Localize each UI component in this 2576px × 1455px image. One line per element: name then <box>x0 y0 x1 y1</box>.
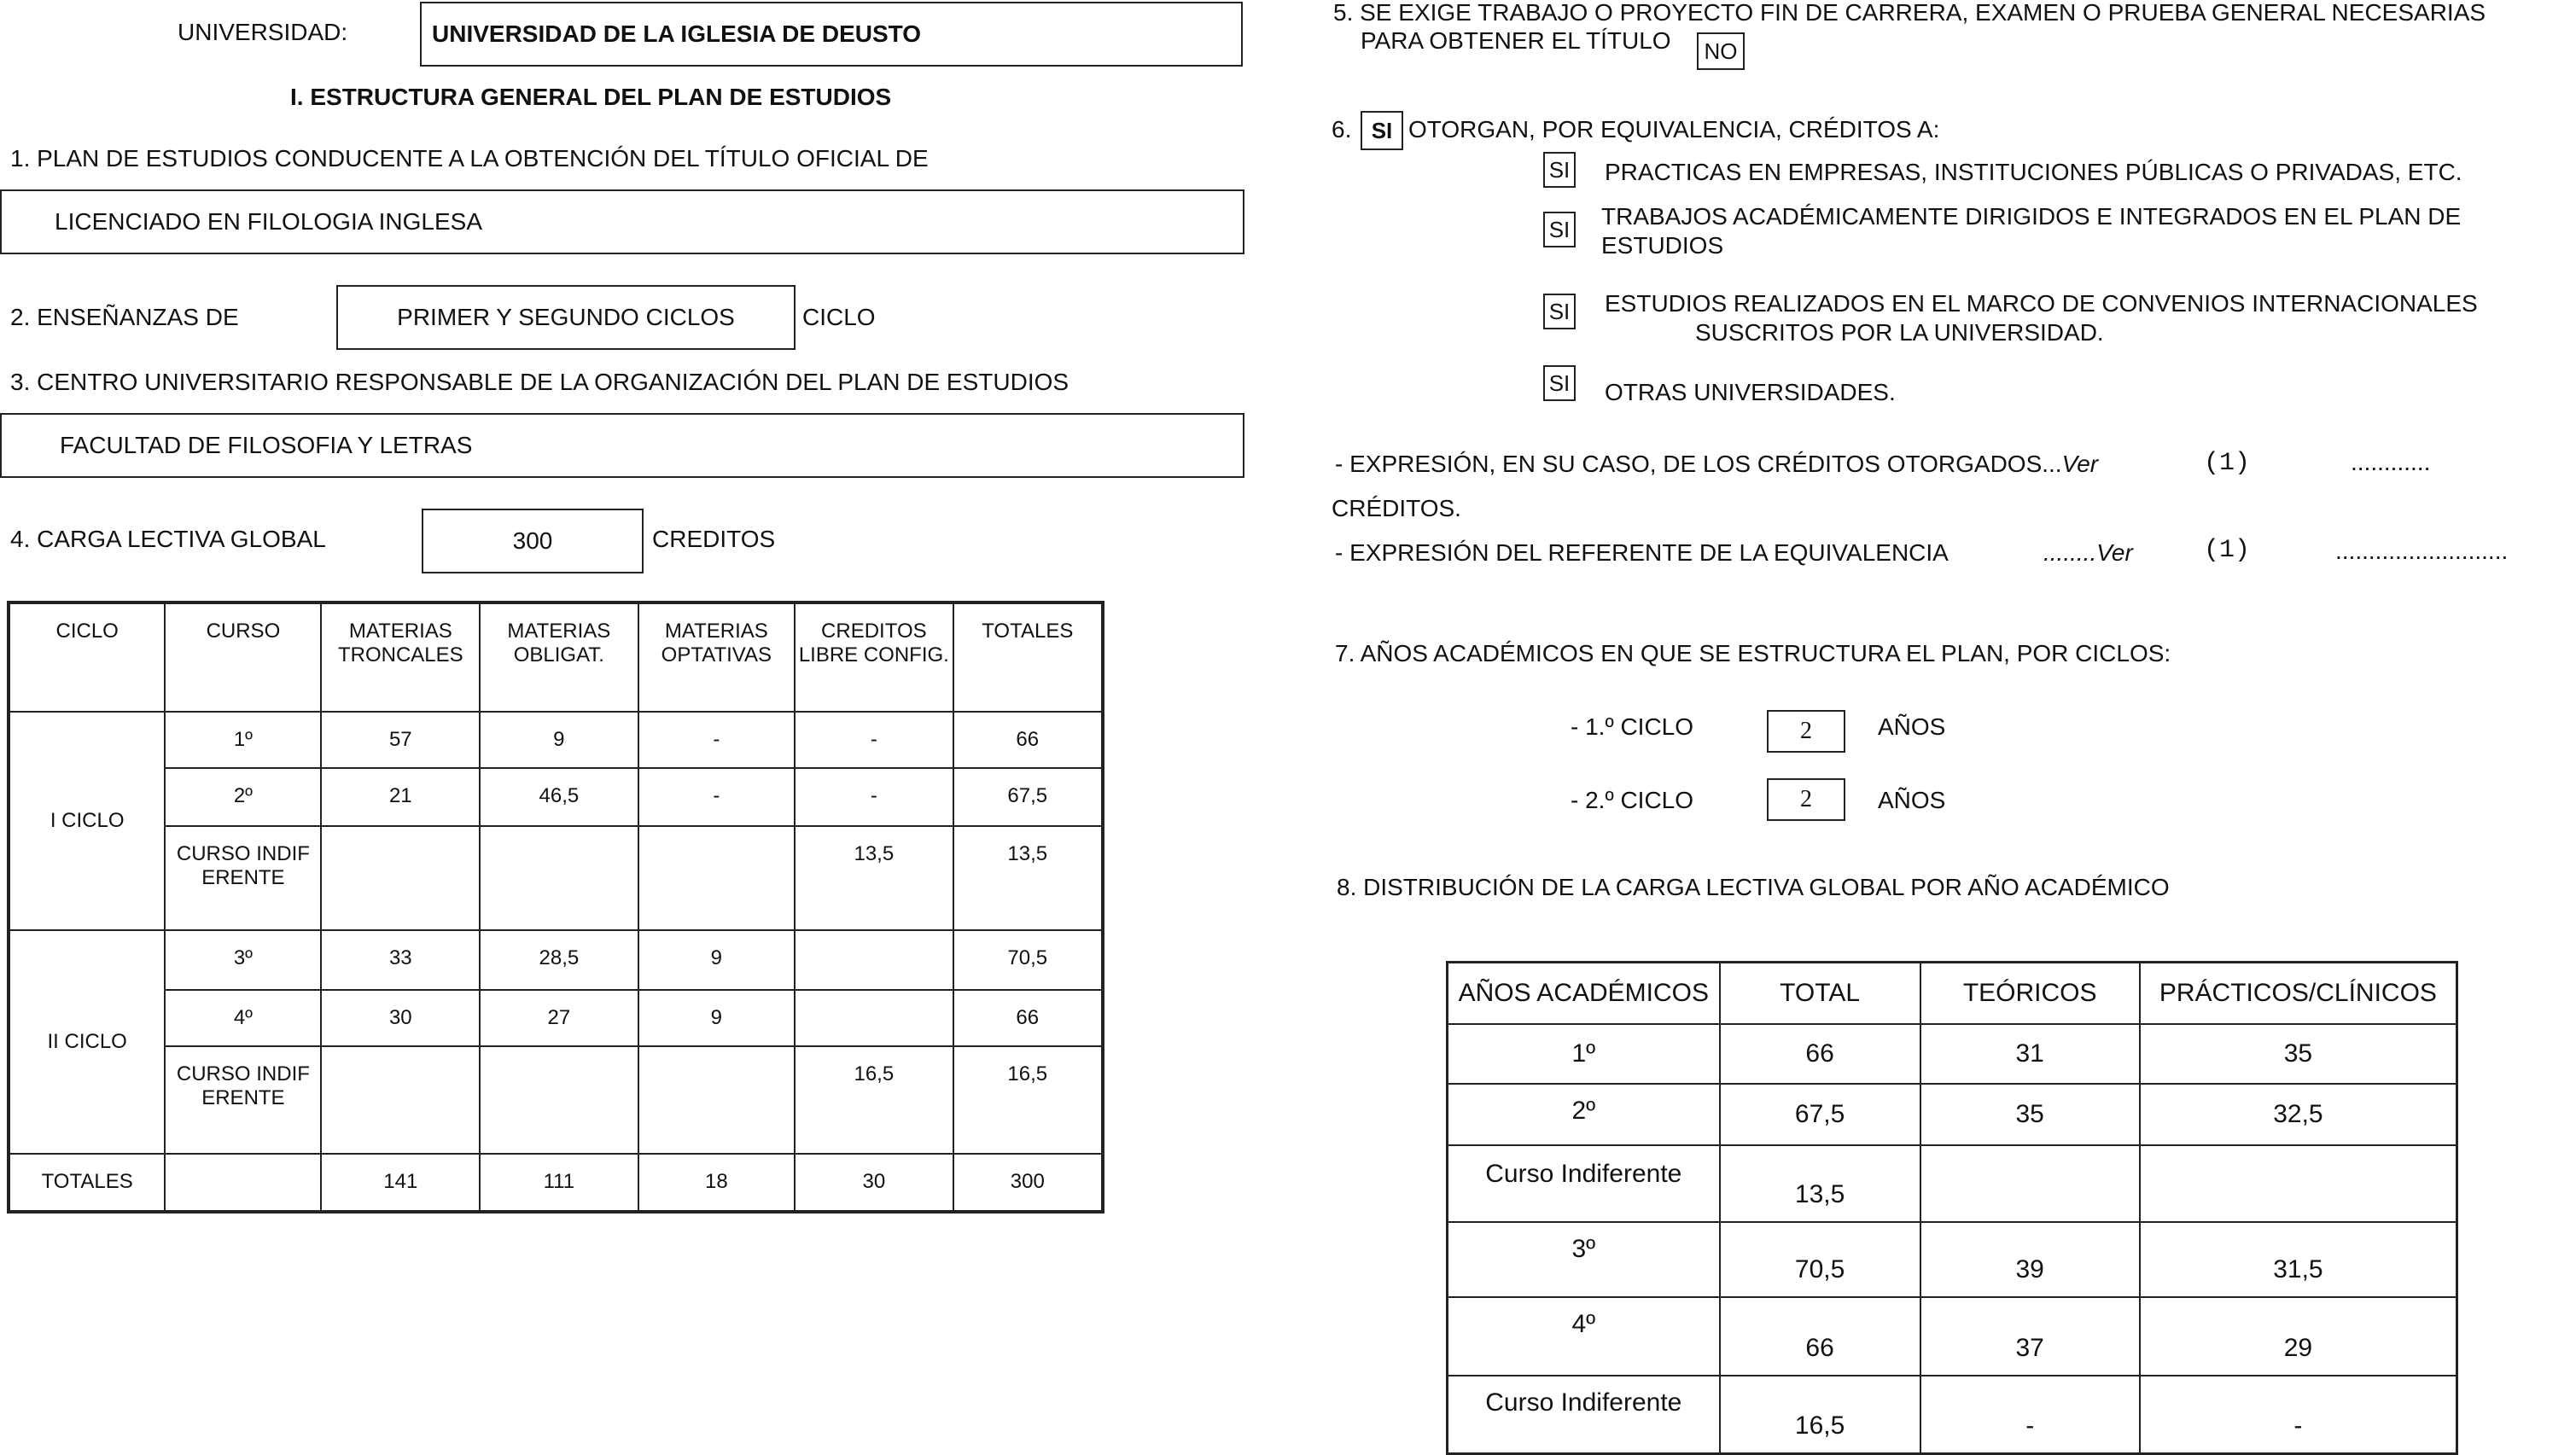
table-cell: 111 <box>480 1154 638 1212</box>
s1-field <box>0 189 1244 254</box>
table-cell: - <box>795 712 953 768</box>
table-cell: 37 <box>1920 1297 2140 1376</box>
table-cell: 18 <box>638 1154 796 1212</box>
s5-answer: NO <box>1704 38 1738 64</box>
table-row <box>1448 1297 2457 1376</box>
s7-c1-box <box>1767 710 1845 753</box>
header-cell: CURSO <box>165 602 321 712</box>
curso-cell: CURSO INDIFERENTE <box>165 826 321 930</box>
table-cell: 13,5 <box>953 826 1103 930</box>
totals-label: TOTALES <box>9 1154 165 1212</box>
table-cell: 3º <box>1448 1222 1720 1297</box>
universidad-field <box>420 2 1243 67</box>
s6-item1-text: PRACTICAS EN EMPRESAS, INSTITUCIONES PÚBLICAS O PRIVADAS, ETC. <box>1605 159 2462 185</box>
s6-item4-text: OTRAS UNIVERSIDADES. <box>1605 379 1896 405</box>
table-row <box>9 990 1103 1046</box>
table-cell: 9 <box>480 712 638 768</box>
s4-value: 300 <box>512 527 553 554</box>
s6-label: OTORGAN, POR EQUIVALENCIA, CRÉDITOS A: <box>1408 116 1940 143</box>
table-cell: - <box>795 768 953 826</box>
table-cell: - <box>2140 1376 2457 1454</box>
s6-expr2-ref: (1) <box>2204 536 2251 565</box>
s2-suffix: CICLO <box>802 304 876 330</box>
s7-c1-value: 2 <box>1800 718 1812 744</box>
table-cell: 29 <box>2140 1297 2457 1376</box>
s6-expr1 <box>1335 451 2098 478</box>
table-row <box>1448 1376 2457 1454</box>
table-cell: 30 <box>795 1154 953 1212</box>
curso-cell: CURSO INDIFERENTE <box>165 1046 321 1154</box>
table-cell: - <box>638 768 796 826</box>
s6-item2-mark: SI <box>1548 216 1571 242</box>
header-cell: MATERIAS OBLIGAT. <box>480 602 638 712</box>
table-cell <box>480 826 638 930</box>
s7-c2-value: 2 <box>1800 786 1812 812</box>
s1-value: LICENCIADO EN FILOLOGIA INGLESA <box>55 208 483 235</box>
header-cell: TOTAL <box>1720 963 1920 1024</box>
s6-item1-mark-box <box>1543 152 1576 188</box>
s6-item2-mark-box <box>1543 212 1576 247</box>
s2-field <box>336 285 796 350</box>
curso-cell: 1º <box>165 712 321 768</box>
s6-item4-mark-box <box>1543 365 1576 401</box>
table-cell: 28,5 <box>480 930 638 990</box>
ciclo-cell: I CICLO <box>9 712 165 930</box>
table-cell: 31,5 <box>2140 1222 2457 1297</box>
table-row <box>9 768 1103 826</box>
credits-header-row <box>9 602 1103 712</box>
table-row <box>1448 1145 2457 1222</box>
table-cell <box>638 826 796 930</box>
table-cell <box>480 1046 638 1154</box>
table-cell: 35 <box>2140 1024 2457 1084</box>
s7-c1-unit: AÑOS <box>1878 713 1946 740</box>
table-cell: Curso Indiferente <box>1448 1145 1720 1222</box>
s3-value: FACULTAD DE FILOSOFIA Y LETRAS <box>60 432 473 458</box>
s6-expr1-unit: CRÉDITOS. <box>1332 495 1461 521</box>
curso-cell: 3º <box>165 930 321 990</box>
table-cell: 35 <box>1920 1084 2140 1145</box>
table-cell: 30 <box>321 990 480 1046</box>
s3-field <box>0 413 1244 478</box>
s6-expr2-label: - EXPRESIÓN DEL REFERENTE DE LA EQUIVALENCIA <box>1335 539 1949 566</box>
s6-expr2-ver: ........Ver <box>2043 539 2133 566</box>
ciclo-cell: II CICLO <box>9 930 165 1154</box>
s6-overstrike-box <box>1361 111 1403 150</box>
s6-item1-mark: SI <box>1548 156 1571 183</box>
table-cell <box>165 1154 321 1212</box>
s6-expr1-ref: (1) <box>2204 449 2251 478</box>
s4-label: 4. CARGA LECTIVA GLOBAL <box>10 526 326 552</box>
table-cell: 16,5 <box>795 1046 953 1154</box>
table-cell: 9 <box>638 990 796 1046</box>
universidad-label: UNIVERSIDAD: <box>178 19 348 45</box>
table-cell: 13,5 <box>1720 1145 1920 1222</box>
table-cell: 4º <box>1448 1297 1720 1376</box>
s6-item3-text2: SUSCRITOS POR LA UNIVERSIDAD. <box>1695 319 2104 346</box>
s6-prefix: 6. <box>1332 116 1352 143</box>
s6-item3-text: ESTUDIOS REALIZADOS EN EL MARCO DE CONVENIOS INTERNACIONALES <box>1605 290 2478 317</box>
header-cell: TOTALES <box>953 602 1103 712</box>
table-cell: 300 <box>953 1154 1103 1212</box>
table-row <box>9 930 1103 990</box>
table-cell <box>321 826 480 930</box>
table-cell: 9 <box>638 930 796 990</box>
s2-label: 2. ENSEÑANZAS DE <box>10 304 239 330</box>
table-cell: Curso Indiferente <box>1448 1376 1720 1454</box>
table-cell: 16,5 <box>953 1046 1103 1154</box>
s6-expr2-dots: .......................... <box>2335 538 2509 564</box>
table-row <box>1448 1222 2457 1297</box>
s5-line1: 5. SE EXIGE TRABAJO O PROYECTO FIN DE CARRERA, EXAMEN O PRUEBA GENERAL NECESARIAS <box>1333 0 2486 26</box>
table-cell: 70,5 <box>1720 1222 1920 1297</box>
s6-overstrike: SI <box>1371 117 1393 143</box>
curso-cell: 4º <box>165 990 321 1046</box>
table-cell <box>321 1046 480 1154</box>
s7-label: 7. AÑOS ACADÉMICOS EN QUE SE ESTRUCTURA EL PLAN, POR CICLOS: <box>1335 640 2171 666</box>
table-cell: - <box>1920 1376 2140 1454</box>
table-cell: 67,5 <box>953 768 1103 826</box>
distribution-header-row <box>1448 963 2457 1024</box>
table-cell <box>2140 1145 2457 1222</box>
table-cell <box>795 990 953 1046</box>
table-cell: 27 <box>480 990 638 1046</box>
s6-expr1-dots: ............ <box>2351 449 2431 475</box>
s7-c2-label: - 2.º CICLO <box>1571 787 1694 813</box>
table-cell: 1º <box>1448 1024 1720 1084</box>
table-cell: 66 <box>953 712 1103 768</box>
s7-c2-unit: AÑOS <box>1878 787 1946 813</box>
table-row <box>9 826 1103 930</box>
table-cell: 16,5 <box>1720 1376 1920 1454</box>
s6-item4-mark: SI <box>1548 370 1571 396</box>
table-cell: 67,5 <box>1720 1084 1920 1145</box>
header-cell: MATERIAS TRONCALES <box>321 602 480 712</box>
s6-item3-mark-box <box>1543 294 1576 329</box>
s8-label: 8. DISTRIBUCIÓN DE LA CARGA LECTIVA GLOBAL POR AÑO ACADÉMICO <box>1337 874 2170 900</box>
s5-answer-box <box>1697 32 1745 70</box>
s6-expr1-label: - EXPRESIÓN, EN SU CASO, DE LOS CRÉDITOS OTORGADOS... <box>1335 451 2062 477</box>
table-cell: 57 <box>321 712 480 768</box>
table-cell: 66 <box>1720 1297 1920 1376</box>
table-cell <box>795 930 953 990</box>
distribution-table <box>1446 961 2458 1455</box>
s6-expr1-ver: Ver <box>2061 451 2099 477</box>
totals-row <box>9 1154 1103 1212</box>
table-row <box>9 1046 1103 1154</box>
s7-c1-label: - 1.º CICLO <box>1571 713 1694 740</box>
header-cell: MATERIAS OPTATIVAS <box>638 602 796 712</box>
table-row <box>1448 1024 2457 1084</box>
header-cell: AÑOS ACADÉMICOS <box>1448 963 1720 1024</box>
table-cell: 2º <box>1448 1084 1720 1145</box>
table-cell: 141 <box>321 1154 480 1212</box>
s3-label: 3. CENTRO UNIVERSITARIO RESPONSABLE DE LA ORGANIZACIÓN DEL PLAN DE ESTUDIOS <box>10 369 1069 395</box>
curso-cell: 2º <box>165 768 321 826</box>
header-cell: CREDITOS LIBRE CONFIG. <box>795 602 953 712</box>
table-cell: 13,5 <box>795 826 953 930</box>
s4-field <box>422 509 644 573</box>
table-cell: 21 <box>321 768 480 826</box>
s5-line2: PARA OBTENER EL TÍTULO <box>1361 27 1671 54</box>
table-cell <box>1920 1145 2140 1222</box>
s2-value: PRIMER Y SEGUNDO CICLOS <box>397 304 735 330</box>
universidad-value: UNIVERSIDAD DE LA IGLESIA DE DEUSTO <box>432 20 922 47</box>
header-cell: TEÓRICOS <box>1920 963 2140 1024</box>
table-row <box>9 712 1103 768</box>
table-cell: 70,5 <box>953 930 1103 990</box>
table-row <box>1448 1084 2457 1145</box>
s1-label: 1. PLAN DE ESTUDIOS CONDUCENTE A LA OBTENCIÓN DEL TÍTULO OFICIAL DE <box>10 145 929 172</box>
s7-c2-box <box>1767 778 1845 821</box>
s4-suffix: CREDITOS <box>652 526 776 552</box>
table-cell: 33 <box>321 930 480 990</box>
table-cell: - <box>638 712 796 768</box>
table-cell: 46,5 <box>480 768 638 826</box>
section-title: I. ESTRUCTURA GENERAL DEL PLAN DE ESTUDIOS <box>290 84 892 110</box>
header-cell: CICLO <box>9 602 165 712</box>
s6-item2-text: TRABAJOS ACADÉMICAMENTE DIRIGIDOS E INTEGRADOS EN EL PLAN DE <box>1601 203 2462 230</box>
table-cell: 31 <box>1920 1024 2140 1084</box>
table-cell: 39 <box>1920 1222 2140 1297</box>
s6-item3-mark: SI <box>1548 298 1571 324</box>
table-cell: 66 <box>953 990 1103 1046</box>
table-cell <box>638 1046 796 1154</box>
credits-table <box>7 601 1104 1213</box>
table-cell: 32,5 <box>2140 1084 2457 1145</box>
s6-item2-text2: ESTUDIOS <box>1601 232 1724 259</box>
header-cell: PRÁCTICOS/CLÍNICOS <box>2140 963 2457 1024</box>
table-cell: 66 <box>1720 1024 1920 1084</box>
